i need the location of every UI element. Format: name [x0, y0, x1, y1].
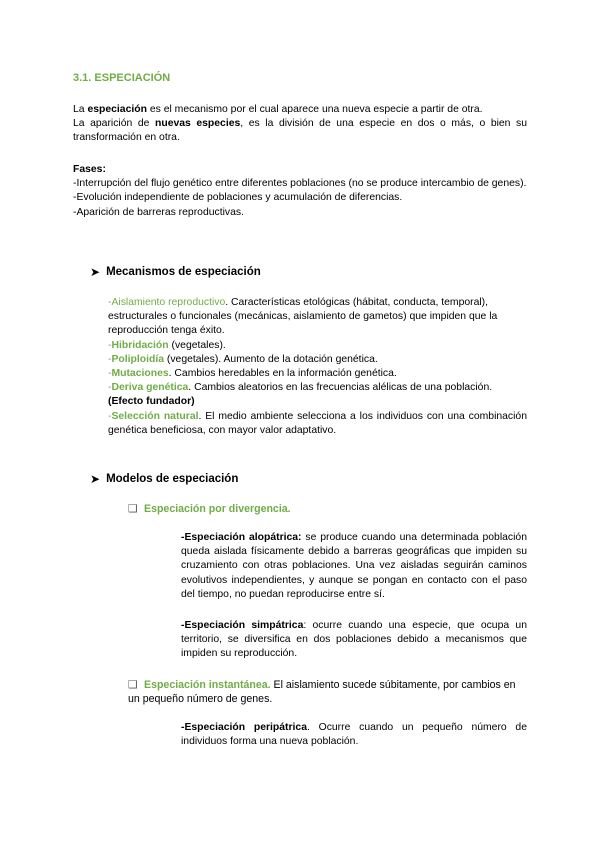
instantanea-text: El aislamiento sucede súbitamente, por cambios en un pequeño número de genes.: [128, 679, 516, 706]
mecanismo-extra: (Efecto fundador): [108, 396, 195, 408]
instantanea-heading: [128, 678, 528, 706]
mecanismos-heading: [90, 265, 261, 279]
fases-item: -Interrupción del flujo genético entre diferentes poblaciones (no se produce intercambio de genes).: [73, 178, 527, 190]
simpatrica-term: -Especiación simpátrica: [181, 620, 304, 631]
mecanismo-text: . El medio ambiente selecciona a los individuos con una combinación genética beneficiosa, con mayor valor adaptativo.: [108, 410, 527, 436]
peripatrica-term: -Especiación peripátrica: [181, 722, 307, 733]
modelos-heading-text: Modelos de especiación: [106, 473, 239, 485]
item-dash: -: [108, 410, 112, 422]
mecanismo-term: Aislamiento reproductivo: [111, 297, 226, 308]
simpatrica-text: : ocurre cuando una especie, que ocupa un territorio, se diversifica en dos poblaciones debido a mecanismos que impiden su reproducción.: [181, 620, 527, 660]
mecanismo-text: (vegetales). Aumento de la dotación genética.: [164, 353, 378, 365]
instantanea-heading-text: Especiación instantánea.: [144, 679, 271, 691]
alopatrica-paragraph: [181, 531, 527, 602]
intro-line-1: [73, 103, 527, 117]
mecanismo-text: . Cambios heredables en la información genética.: [168, 368, 397, 380]
peripatrica-text: . Ocurre cuando un pequeño número de individuos forma una nueva población.: [181, 722, 527, 748]
mecanismo-text: . Cambios aleatorios en las frecuencias alélicas de una población.: [188, 382, 493, 394]
mecanismo-term: Deriva genética: [111, 382, 189, 394]
item-dash: -: [108, 339, 112, 351]
mecanismo-item: [108, 410, 527, 438]
fases-heading: Fases:: [73, 164, 106, 175]
item-dash: -: [108, 368, 112, 380]
simpatrica-paragraph: [181, 619, 527, 662]
mecanismo-term: Hibridación: [111, 339, 169, 351]
mecanismo-term: Mutaciones: [111, 368, 169, 380]
mecanismo-item: [108, 367, 527, 381]
intro-line-2: [73, 117, 527, 145]
modelos-heading: [90, 472, 238, 486]
intro-text: es el mecanismo por el cual aparece una nueva especie a partir de otra.: [146, 104, 483, 115]
arrowhead-bullet-icon: ➤: [90, 472, 101, 486]
mecanismo-term: Poliploidía: [111, 353, 165, 365]
square-bullet-icon: ❑: [128, 503, 138, 515]
mecanismos-heading-text: Mecanismos de especiación: [106, 266, 261, 278]
intro-text: , es la división de una especie en dos o más, o bien su transformación en otra.: [73, 118, 528, 144]
intro-term: especiación: [87, 104, 147, 115]
fases-item: -Aparición de barreras reproductivas.: [73, 206, 244, 218]
section-title: 3.1. ESPECIACIÓN: [73, 72, 171, 84]
mecanismo-item: [108, 353, 527, 367]
mecanismo-term: Selección natural: [111, 410, 199, 422]
peripatrica-paragraph: [181, 721, 527, 749]
fases-block: [73, 163, 527, 220]
alopatrica-term: -Especiación alopátrica:: [181, 532, 302, 543]
item-dash: -: [108, 353, 112, 365]
alopatrica-text: se produce cuando una determinada población queda aislada físicamente debido a barreras geográficas que impiden su cruzamiento con otras poblaciones. Una vez aisladas seguirán caminos evolutivos independientes, y aunque se pongan en contacto con el paso del tiempo, no puedan reproducirse entre sí.: [181, 532, 527, 600]
fases-item: -Evolución independiente de poblaciones y acumulación de diferencias.: [73, 192, 403, 204]
intro-term: nuevas especies: [155, 118, 241, 130]
divergencia-heading: [128, 502, 528, 516]
mecanismo-item: [108, 339, 527, 353]
mecanismo-item: [108, 296, 527, 339]
mecanismo-text: . Características etológicas (hábitat, conducta, temporal), estructurales o funcionales (mecánicas, aislamiento de gametos) que impiden que la reproducción tenga éxito.: [108, 297, 498, 337]
item-dash: -: [108, 297, 112, 308]
mecanismo-item: [108, 381, 527, 409]
item-dash: -: [108, 382, 112, 394]
shadowed-square-bullet-icon: ❑: [128, 679, 138, 691]
mecanismo-text: (vegetales).: [168, 339, 226, 351]
arrowhead-bullet-icon: ➤: [90, 265, 101, 279]
intro-text: La: [73, 104, 88, 115]
intro-text: La aparición de: [73, 118, 155, 130]
divergencia-heading-text: Especiación por divergencia.: [144, 503, 291, 515]
mecanismos-list: [108, 296, 527, 438]
intro-block: [73, 103, 527, 146]
